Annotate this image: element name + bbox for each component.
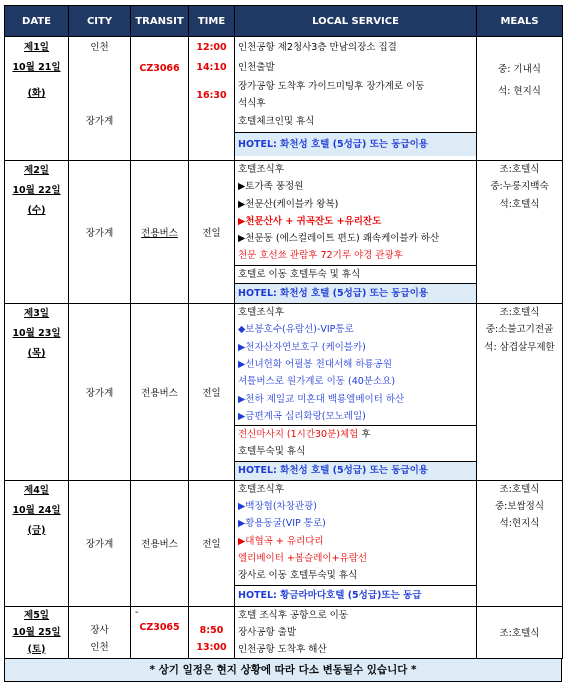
- day4-service6: 장사로 이동 호텔투숙및 휴식: [238, 570, 358, 582]
- day4-time-cell: [189, 480, 235, 606]
- day3-hotel: HOTEL: 화천성 호텔 (5성급) 또는 동급이용: [235, 461, 476, 480]
- day5-flight: CZ3065: [139, 621, 180, 633]
- itinerary-table: [4, 5, 563, 659]
- day4-meal-dinner: 석:현지식: [499, 518, 540, 530]
- day3-meal-breakfast: 조:호텔식: [499, 307, 540, 319]
- day3-service6: ▶천하 제일교 미혼대 백룡엘베이터 하산: [238, 393, 405, 405]
- day1-date: 10월 21일: [12, 62, 61, 73]
- day1-flight: CZ3066: [139, 63, 180, 74]
- day1-row: [5, 37, 563, 161]
- day5-label: 제5일: [24, 609, 49, 621]
- day5-meal-breakfast: 조:호텔식: [499, 628, 540, 640]
- day4-service3: ▶황용동굴(VIP 통로): [238, 518, 326, 530]
- header-local-service: LOCAL SERVICE: [235, 6, 477, 37]
- day4-hotel: HOTEL: 황금라마다호텔 (5성급)또는 동급: [235, 585, 476, 606]
- day5-service1: 호텔 조식후 공항으로 이동: [238, 609, 349, 621]
- header-meals: MEALS: [477, 6, 563, 37]
- day2-transit: 전용버스: [141, 228, 178, 240]
- day4-meals-cell: [477, 480, 563, 606]
- day5-time1: 8:50: [199, 625, 224, 637]
- day4-time: 전일: [202, 539, 221, 551]
- day4-label: 제4일: [24, 484, 49, 496]
- day2-meal-breakfast: 조:호텔식: [499, 164, 540, 175]
- day2-service1: 호텔조식후: [238, 164, 284, 175]
- day5-city-incheon: 인천: [90, 642, 109, 654]
- day3-service5: 셔틀버스로 원가계로 이동 (40분소요): [238, 376, 396, 388]
- header-row: [5, 6, 563, 37]
- day4-meal-lunch: 중:보쌈정식: [494, 501, 545, 513]
- day2-city: 장가계: [85, 228, 114, 240]
- day3-time: 전일: [202, 387, 221, 399]
- day3-transit: 전용버스: [141, 387, 178, 399]
- day4-transit-cell: [131, 480, 189, 606]
- day3-service1: 호텔조식후: [238, 307, 284, 319]
- day2-service-cell: [235, 161, 477, 304]
- day4-transit: 전용버스: [141, 539, 178, 551]
- day4-service4: ▶대협곡 + 유리다리: [238, 535, 324, 547]
- day2-transit-cell: [131, 161, 189, 304]
- day2-date-cell: [5, 161, 69, 304]
- header-date: DATE: [5, 6, 69, 37]
- day2-row: [5, 161, 563, 304]
- day2-service2: ▶토가족 풍정원: [238, 181, 304, 193]
- day2-service5: ▶천문동 (에스컬레이트 편도) 쾌속케이블카 하산: [238, 233, 440, 245]
- day2-hotel: HOTEL: 화천성 호텔 (5성급) 또는 동급이용: [235, 283, 476, 303]
- day4-date: 10월 24일: [12, 504, 61, 516]
- day5-dash: -: [135, 606, 139, 618]
- day3-weekday: (목): [27, 348, 46, 360]
- day4-service1: 호텔조식후: [238, 483, 284, 495]
- day5-weekday: (토): [27, 643, 46, 655]
- day5-service-cell: [235, 606, 477, 659]
- header-city: CITY: [69, 6, 131, 37]
- day4-service5: 엘리베이터 +봅슬레이+유람선: [238, 552, 368, 564]
- day1-time1: 12:00: [196, 42, 227, 53]
- day1-meal-dinner: 석: 현지식: [498, 86, 541, 97]
- day1-service-cell: [235, 37, 477, 161]
- day3-service8: [235, 425, 476, 443]
- day4-meal-breakfast: 조:호텔식: [499, 483, 540, 495]
- day1-time3: 16:30: [196, 90, 227, 101]
- day3-transit-cell: [131, 304, 189, 481]
- day5-date: 10월 25일: [12, 626, 61, 638]
- day3-meal-dinner: 석: 삼겹살무제한: [484, 341, 555, 353]
- day1-city-cell: [69, 37, 131, 161]
- day1-weekday: (화): [27, 88, 46, 99]
- day3-time-cell: [189, 304, 235, 481]
- day1-service5: 호텔체크인및 휴식: [238, 116, 315, 127]
- day1-service3: 장가공항 도착후 가이드미팅후 장가계로 이동: [238, 81, 425, 92]
- day5-city-changsha: 장사: [90, 625, 109, 637]
- day2-weekday: (수): [27, 205, 46, 216]
- day3-massage-after: 후: [358, 429, 371, 441]
- day2-label: 제2일: [24, 165, 49, 176]
- day3-date-cell: [5, 304, 69, 481]
- day4-date-cell: [5, 480, 69, 606]
- day3-service7: ▶금편계곡 십리화랑(모노레일): [238, 410, 366, 422]
- day3-service3: ▶천자산자연보호구 (케이블카): [238, 341, 366, 353]
- day5-date-cell: [5, 606, 69, 659]
- day5-city-cell: [69, 606, 131, 659]
- day5-service2: 장사공항 출발: [238, 626, 297, 638]
- day3-date: 10월 23일: [12, 328, 61, 340]
- day3-city-cell: [69, 304, 131, 481]
- day2-meal-dinner: 석:호텔식: [499, 198, 540, 210]
- day5-meals-cell: [477, 606, 563, 659]
- day3-meal-lunch: 중:소불고기전골: [485, 324, 554, 336]
- day3-city: 장가계: [85, 387, 114, 399]
- day2-meals-cell: [477, 161, 563, 304]
- day3-row: [5, 304, 563, 481]
- footer-notice: * 상기 일정은 현지 상황에 따라 다소 변동될수 있습니다 *: [4, 659, 562, 682]
- day4-weekday: (금): [27, 524, 46, 536]
- day2-service4: ▶천문산사 + 귀곡잔도 +유리잔도: [238, 215, 382, 227]
- day1-city-zhangjiajie: 장가계: [85, 116, 114, 127]
- day3-service2: ◆보봉호수(유람선)-VIP통로: [238, 324, 354, 336]
- day1-time-cell: [189, 37, 235, 161]
- day2-service3: ▶천문산(케이블카 왕복): [238, 198, 339, 210]
- day5-time-cell: [189, 606, 235, 659]
- day4-city-cell: [69, 480, 131, 606]
- day3-meals-cell: [477, 304, 563, 481]
- day4-row: [5, 480, 563, 606]
- day5-transit-cell: [131, 606, 189, 659]
- day2-time: 전일: [202, 228, 221, 240]
- day1-transit-cell: [131, 37, 189, 161]
- day1-hotel: HOTEL: 화천성 호텔 (5성급) 또는 동급이용: [235, 132, 476, 156]
- day2-service6: 천문 호선쑈 관람후 72기루 야경 관광후: [238, 250, 403, 262]
- day2-meal-lunch: 중:누룽지백숙: [490, 181, 549, 193]
- day1-time2: 14:10: [196, 62, 227, 73]
- header-time: TIME: [189, 6, 235, 37]
- day2-city-cell: [69, 161, 131, 304]
- day1-label: 제1일: [24, 42, 49, 53]
- day5-service3: 인천공항 도착후 해산: [238, 644, 327, 656]
- day4-service-cell: [235, 480, 477, 606]
- day1-service4: 석식후: [238, 98, 266, 109]
- day1-city-incheon: 인천: [90, 42, 109, 53]
- day3-massage: 전신마사지 (1시간30분)체험: [238, 429, 359, 441]
- day3-service9: 호텔투숙및 휴식: [238, 446, 306, 458]
- day4-city: 장가계: [85, 539, 114, 551]
- day3-label: 제3일: [24, 308, 49, 320]
- day1-meals-cell: [477, 37, 563, 161]
- day3-service-cell: [235, 304, 477, 481]
- day1-date-cell: [5, 37, 69, 161]
- day1-meal-lunch: 중: 기내식: [498, 64, 541, 75]
- day2-date: 10월 22일: [12, 185, 61, 196]
- day4-service2: ▶백장협(차창관광): [238, 501, 317, 513]
- header-transit: TRANSIT: [131, 6, 189, 37]
- day1-service1: 인천공항 제2청사3층 만남의장소 집결: [238, 42, 397, 53]
- day2-service7: 호텔로 이동 호텔투숙 및 휴식: [235, 265, 476, 283]
- day2-time-cell: [189, 161, 235, 304]
- day3-service4: ▶선녀헌화 어필봉 천대서해 하룡공원: [238, 358, 393, 370]
- day5-row: [5, 606, 563, 659]
- day5-time2: 13:00: [196, 642, 227, 654]
- day1-service2: 인천출발: [238, 62, 275, 73]
- itinerary-sheet: [4, 5, 562, 682]
